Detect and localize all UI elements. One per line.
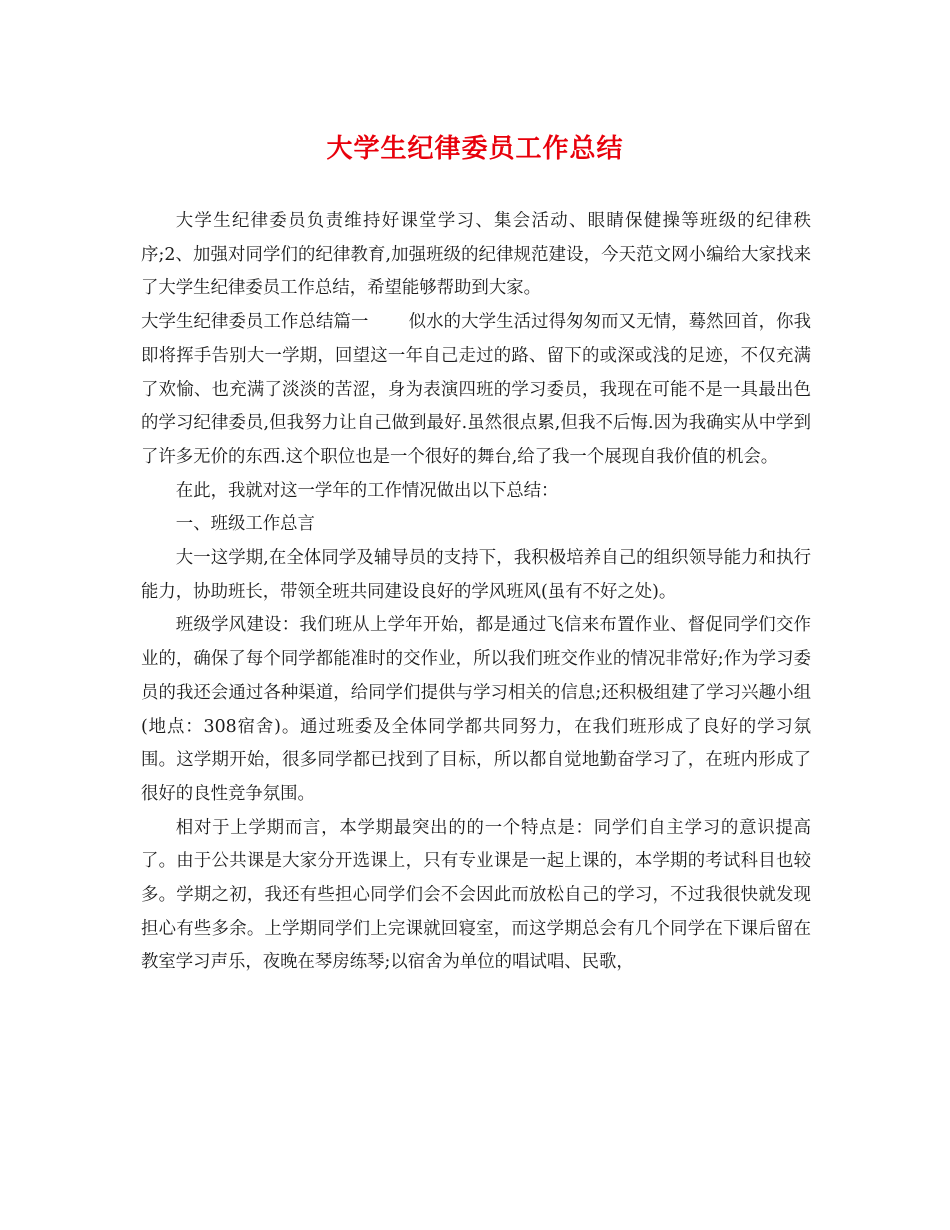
paragraph-2: 班级学风建设：我们班从上学年开始，都是通过飞信来布置作业、督促同学们交作业的，确保了每个同学都能准时的交作业，所以我们班交作业的情况非常好;作为学习委员的我还会通过各种渠道，给同学们提供与学习相关的信息;还积极组建了学习兴趣小组(地点：308宿舍)。通过班委及全体同学都共同努力，在我们班形成了良好的学习氛围。这学期开始，很多同学都已找到了目标，所以都自觉地勤奋学习了，在班内形成了很好的良性竞争氛围。: [141, 615, 811, 804]
document-title: 大学生纪律委员工作总结: [326, 134, 624, 164]
document-body: [141, 205, 811, 980]
summary-lead: 在此，我就对这一学年的工作情况做出以下总结：: [175, 480, 559, 501]
section-label: 大学生纪律委员工作总结篇一: [141, 312, 369, 333]
paragraph-3: 相对于上学期而言，本学期最突出的的一个特点是：同学们自主学习的意识提高了。由于公共课是大家分开选课上，只有专业课是一起上课的，本学期的考试科目也较多。学期之初，我还有些担心同学们会不会因此而放松自己的学习，不过我很快就发现担心有些多余。上学期同学们上完课就回寝室，而这学期总会有几个同学在下课后留在教室学习声乐，夜晚在琴房练琴;以宿舍为单位的唱试唱、民歌，: [141, 817, 811, 973]
intro-paragraph: 大学生纪律委员负责维持好课堂学习、集会活动、眼睛保健操等班级的纪律秩序;2、加强对同学们的纪律教育,加强班级的纪律规范建设，今天范文网小编给大家找来了大学生纪律委员工作总结，希望能够帮助到大家。: [141, 211, 811, 299]
section-text: 似水的大学生活过得匆匆而又无情，蓦然回首，你我即将挥手告别大一学期，回望这一年自己走过的路、留下的或深或浅的足迹，不仅充满了欢愉、也充满了淡淡的苦涩，身为表演四班的学习委员，我现在可能不是一具最出色的学习纪律委员,但我努力让自己做到最好.虽然很点累,但我不后悔.因为我确实从中学到了许多无价的东西.这个职位也是一个很好的舞台,给了我一个展现自我价值的机会。: [141, 312, 811, 467]
paragraph-1: 大一这学期,在全体同学及辅导员的支持下，我积极培养自己的组织领导能力和执行能力，协助班长，带领全班共同建设良好的学风班风(虽有不好之处)。: [141, 548, 811, 602]
section-paragraph: [141, 306, 811, 475]
heading-class-work: 一、班级工作总言: [175, 514, 315, 535]
